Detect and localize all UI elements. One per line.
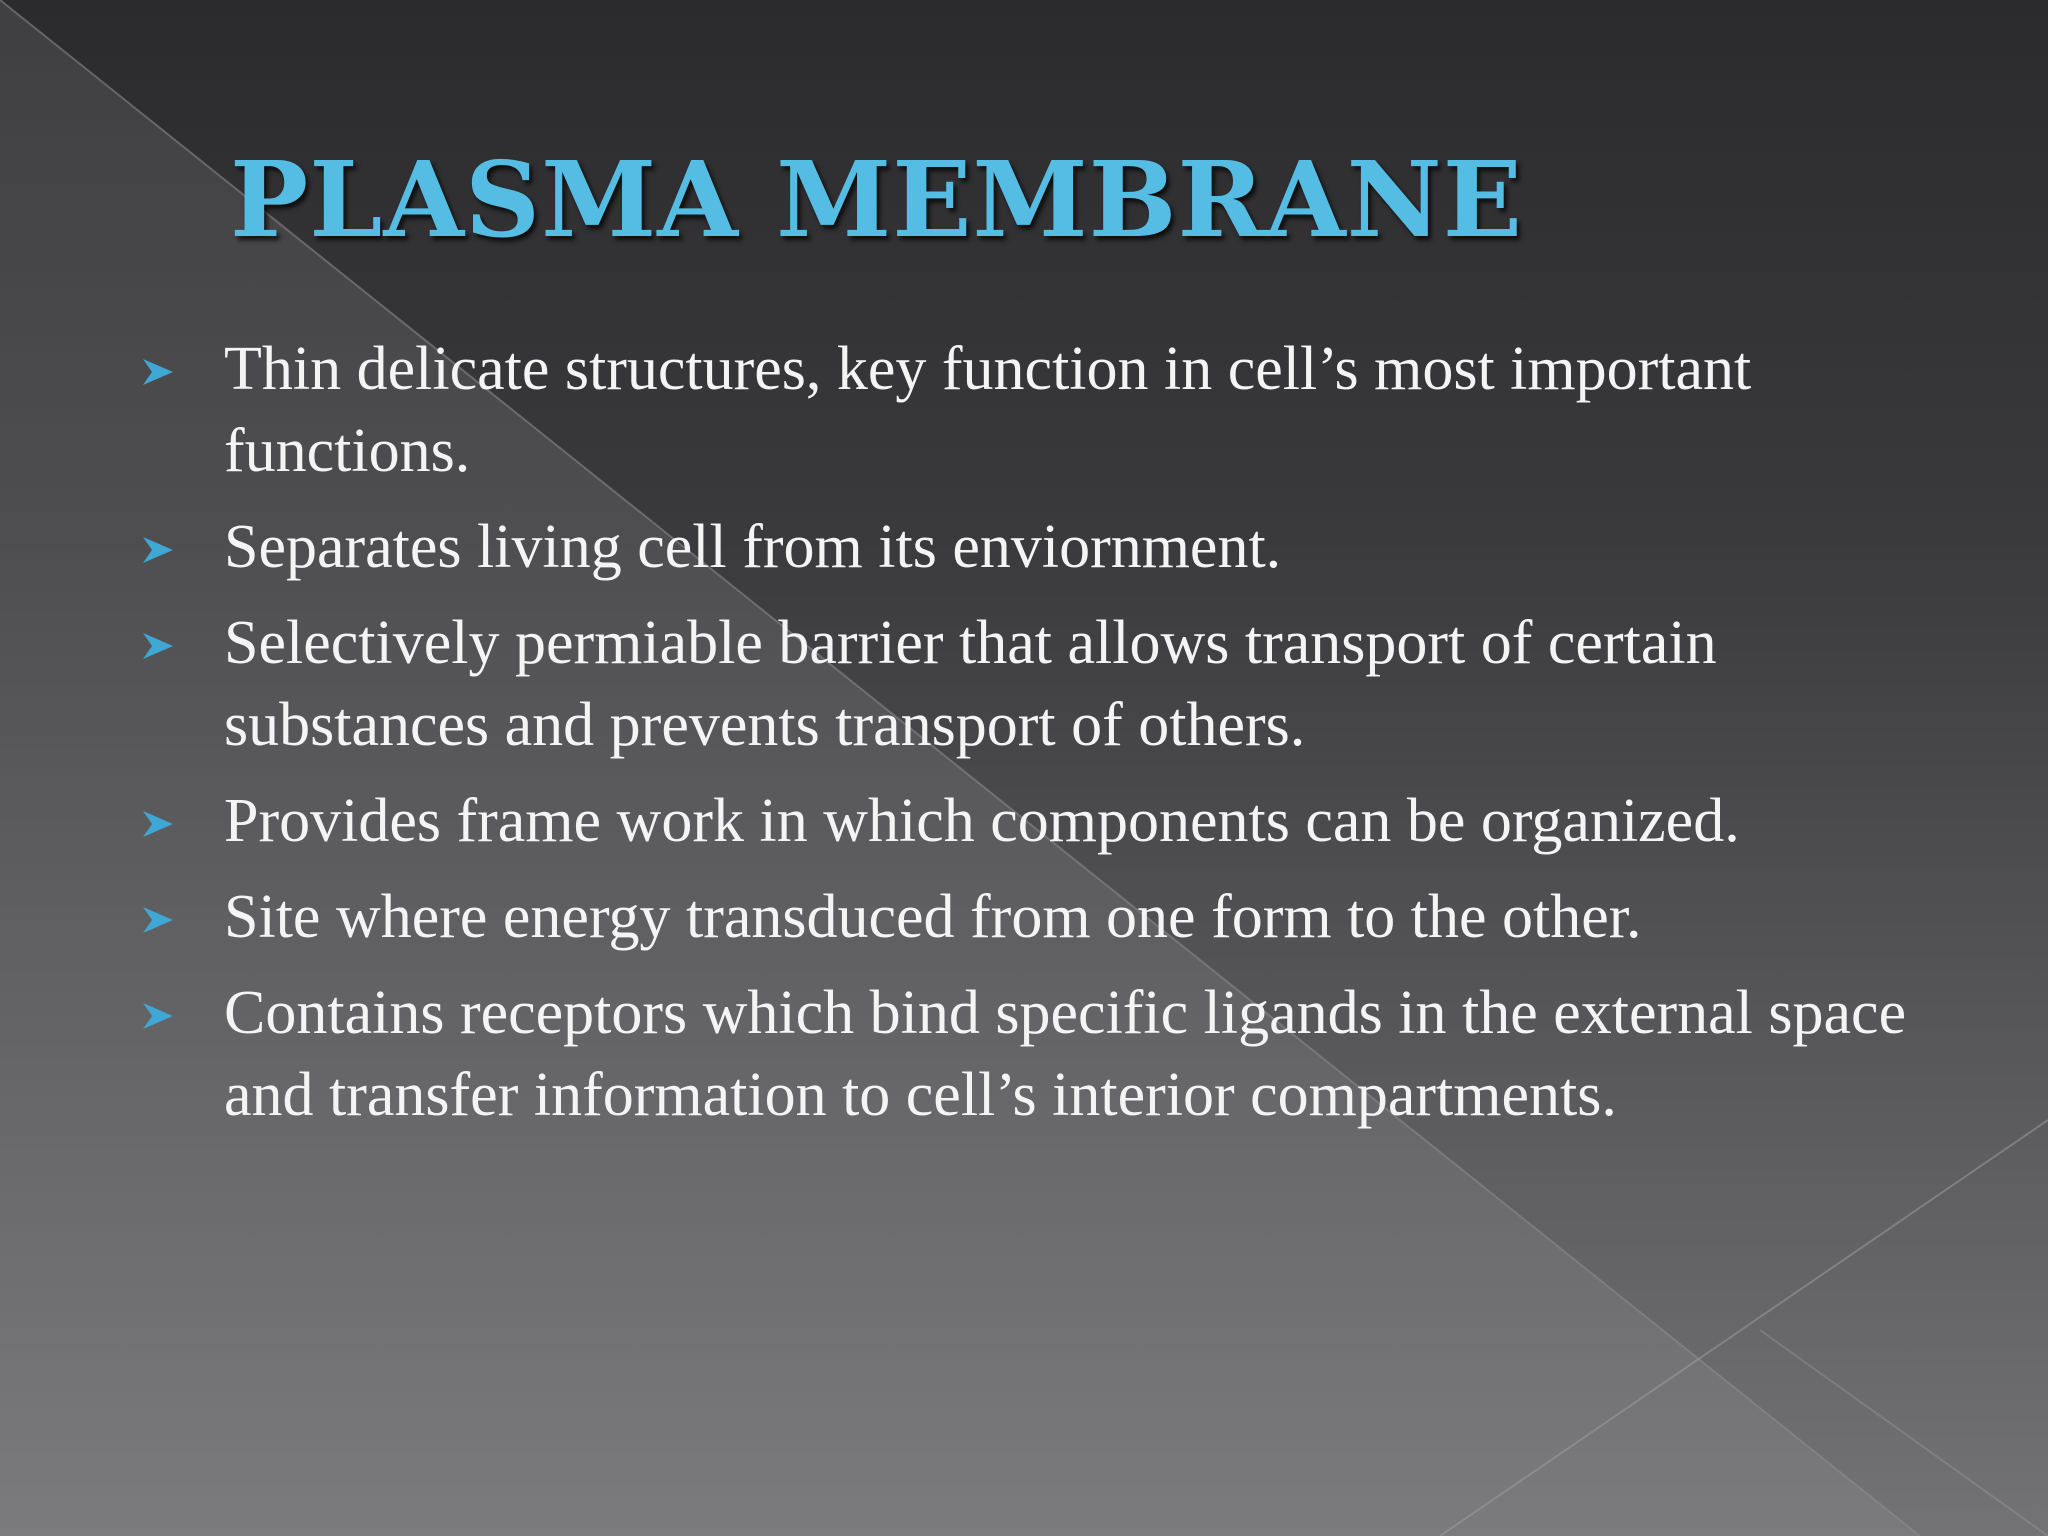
bullet-item <box>140 780 1940 862</box>
bullet-text: Site where energy transduced from one form to the other. <box>224 883 1642 951</box>
arrowhead-bullet-icon <box>140 806 176 842</box>
arrowhead-bullet-icon <box>140 532 176 568</box>
bullet-item <box>140 602 1940 766</box>
bullet-text: Contains receptors which bind specific ligands in the external space and transfer information to cell’s interior compartments. <box>224 979 1907 1129</box>
bullet-text: Provides frame work in which components can be organized. <box>224 787 1740 855</box>
bullet-list <box>140 328 1940 1150</box>
slide-title: PLASMA MEMBRANE <box>230 138 1524 261</box>
bullet-text: Separates living cell from its enviornment. <box>224 513 1282 581</box>
arrowhead-bullet-icon <box>140 628 176 664</box>
arrowhead-bullet-icon <box>140 354 176 390</box>
bullet-item <box>140 876 1940 958</box>
bullet-text: Selectively permiable barrier that allows transport of certain substances and prevents transport of others. <box>224 609 1717 759</box>
arrowhead-bullet-icon <box>140 998 176 1034</box>
arrowhead-bullet-icon <box>140 902 176 938</box>
bullet-item <box>140 972 1940 1136</box>
bullet-item <box>140 328 1940 492</box>
bullet-text: Thin delicate structures, key function in cell’s most important functions. <box>224 335 1752 485</box>
bullet-item <box>140 506 1940 588</box>
